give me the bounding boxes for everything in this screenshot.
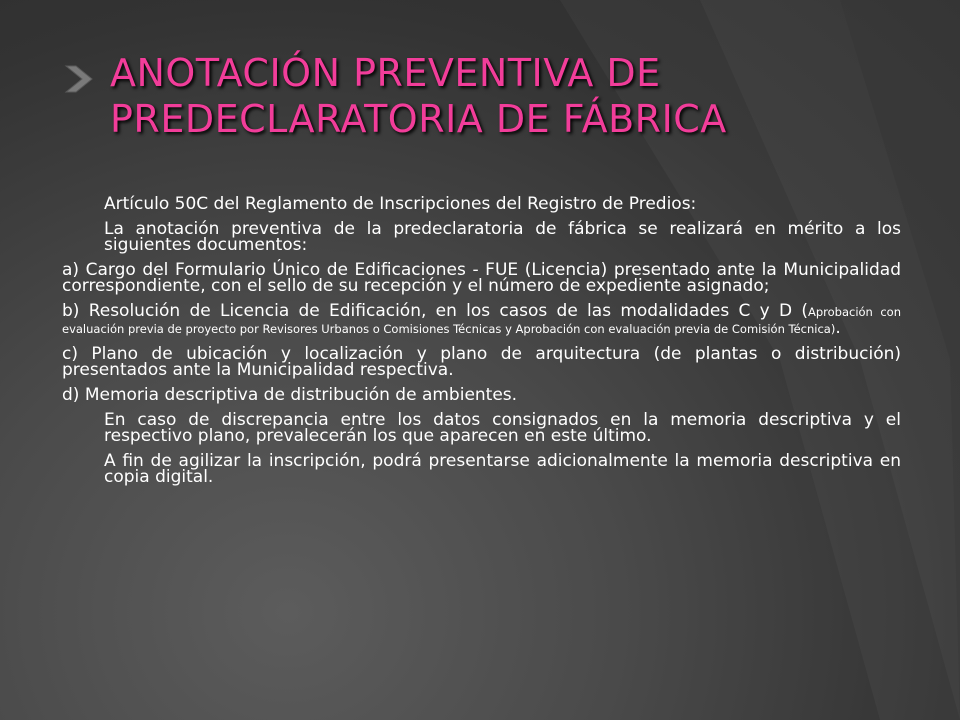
article-reference: Artículo 50C del Reglamento de Inscripciones del Registro de Predios: bbox=[104, 194, 697, 214]
slide-title-line-2: PREDECLARATORIA DE FÁBRICA bbox=[110, 97, 727, 141]
slide-title-line-1: ANOTACIÓN PREVENTIVA DE bbox=[110, 51, 661, 95]
list-item-b-note: Aprobación con evaluación previa de proyecto por Revisores Urbanos o Comisiones Técnicas y Aprobación con evaluación previa de Comisión Técnica) bbox=[62, 305, 901, 336]
list-item-a: a) Cargo del Formulario Único de Edificaciones - FUE (Licencia) presentado ante la Municipalidad correspondiente, con el sello de su recepción y el número de expediente asignado; bbox=[62, 260, 901, 296]
discrepancy-paragraph: En caso de discrepancia entre los datos consignados en la memoria descriptiva y el respectivo plano, prevalecerán los que aparecen en este último. bbox=[104, 410, 901, 446]
intro-paragraph: La anotación preventiva de la predeclaratoria de fábrica se realizará en mérito a los siguientes documentos: bbox=[104, 219, 901, 255]
slide-title bbox=[110, 50, 930, 142]
chevron-right-icon bbox=[62, 62, 96, 96]
list-item-b bbox=[62, 303, 901, 337]
list-item-d: d) Memoria descriptiva de distribución de ambientes. bbox=[62, 385, 518, 405]
list-item-b-end: . bbox=[835, 318, 841, 338]
slide-body bbox=[62, 196, 901, 494]
list-item-b-main: b) Resolución de Licencia de Edificación, en los casos de las modalidades C y D ( bbox=[62, 301, 808, 321]
list-item-c: c) Plano de ubicación y localización y plano de arquitectura (de plantas o distribución) presentados ante la Municipalidad respectiva. bbox=[62, 344, 901, 380]
digital-copy-paragraph: A fin de agilizar la inscripción, podrá presentarse adicionalmente la memoria descriptiva en copia digital. bbox=[104, 451, 901, 487]
